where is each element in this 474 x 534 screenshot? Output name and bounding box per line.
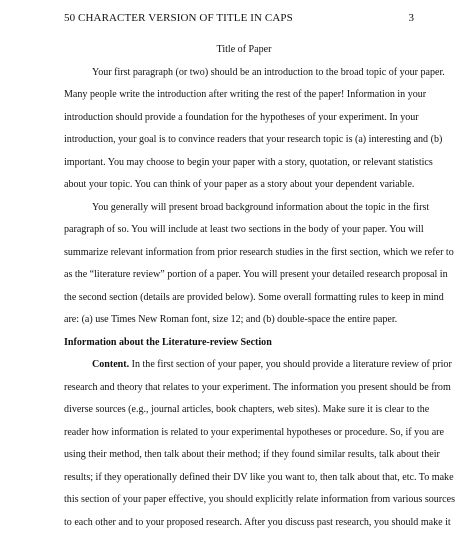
paragraph-3-line-8: to each other and to your proposed research. After you discuss past research, you should make it: [64, 512, 424, 534]
paragraph-2-line-4: as the “literature review” portion of a paper. You will present your detailed research proposal in: [64, 264, 424, 287]
paragraph-1-line-6: about your topic. You can think of your paper as a story about your dependent variable.: [64, 174, 424, 197]
paragraph-2-line-1: You generally will present broad background information about the topic in the first: [64, 197, 424, 220]
paragraph-1-line-1: Your first paragraph (or two) should be an introduction to the broad topic of your paper.: [64, 62, 424, 85]
paragraph-1-line-5: important. You may choose to begin your paper with a story, quotation, or relevant statistics: [64, 152, 424, 175]
run-in-heading: Content.: [92, 359, 129, 370]
paragraph-2-line-5: the second section (details are provided below). Some overall formatting rules to keep in mind: [64, 287, 424, 310]
running-head: 50 CHARACTER VERSION OF TITLE IN CAPS: [64, 12, 293, 24]
paragraph-3-line-4: reader how information is related to your experimental hypotheses or procedure. So, if you are: [64, 422, 424, 445]
paper-body: [64, 39, 424, 534]
paper-title: Title of Paper: [64, 39, 424, 62]
paragraph-2-line-6: are: (a) use Times New Roman font, size 12; and (b) double-space the entire paper.: [64, 309, 424, 332]
paragraph-3-line-1: [64, 354, 424, 377]
paragraph-1-line-2: Many people write the introduction after writing the rest of the paper! Information in your: [64, 84, 424, 107]
paragraph-3-line-6: results; if they operationally defined their DV like you want to, then talk about that, etc. To make: [64, 467, 424, 490]
paragraph-2-line-3: summarize relevant information from prior research studies in the first section, which we refer to: [64, 242, 424, 265]
paragraph-3-line-7: this section of your paper effective, you should explicitly relate information from various sources: [64, 489, 424, 512]
paragraph-3-line-1-text: In the first section of your paper, you should provide a literature review of prior: [129, 359, 452, 370]
paragraph-1-line-4: introduction, your goal is to convince readers that your research topic is (a) interesting and (b): [64, 129, 424, 152]
paragraph-3-line-3: diverse sources (e.g., journal articles, book chapters, web sites). Make sure it is clear to the: [64, 399, 424, 422]
section-heading: Information about the Literature-review Section: [64, 332, 424, 355]
paragraph-3-line-5: using their method, then talk about their method; if they found similar results, talk about their: [64, 444, 424, 467]
paragraph-3-line-2: research and theory that relates to your experiment. The information you present should be from: [64, 377, 424, 400]
paragraph-1-line-3: introduction should provide a foundation for the hypotheses of your experiment. In your: [64, 107, 424, 130]
page-number: 3: [409, 12, 415, 24]
paragraph-2-line-2: paragraph of so. You will include at least two sections in the body of your paper. You will: [64, 219, 424, 242]
